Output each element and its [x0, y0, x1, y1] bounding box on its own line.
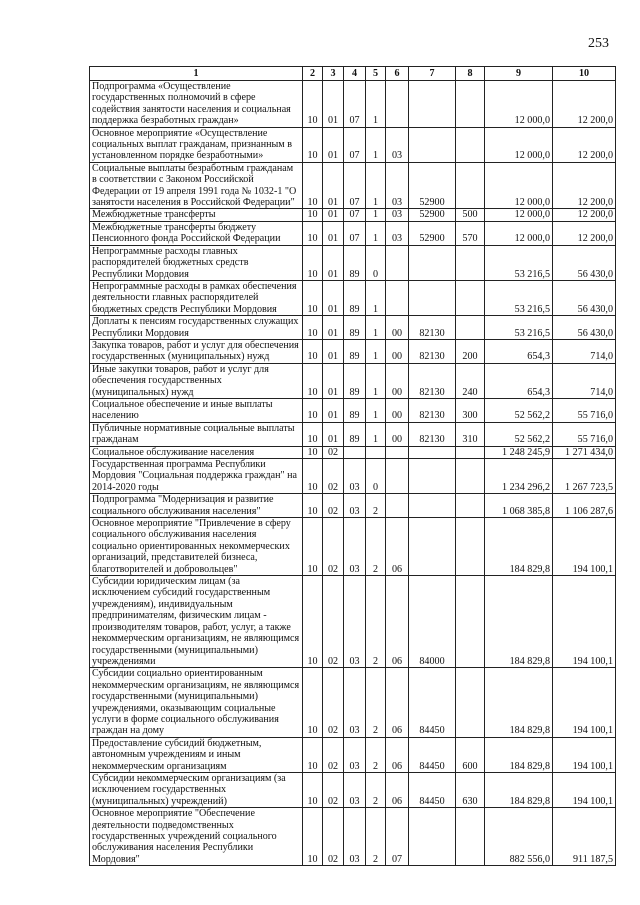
- table-row: [90, 422, 616, 446]
- col-sum-2020: 55 716,0: [553, 398, 616, 422]
- col-program: 03: [344, 737, 366, 772]
- col-direction: [409, 494, 456, 518]
- col-vid-rashodov: 500: [456, 209, 485, 221]
- col-subprogram: 1: [366, 127, 386, 162]
- header-cell: 6: [386, 67, 409, 81]
- table-row: [90, 737, 616, 772]
- col-vid-rashodov: [456, 81, 485, 128]
- col-direction: 82130: [409, 422, 456, 446]
- header-cell: 3: [323, 67, 344, 81]
- col-vid-rashodov: [456, 127, 485, 162]
- col-vid-rashodov: [456, 280, 485, 315]
- header-cell: 2: [303, 67, 323, 81]
- col-razdel: 10: [303, 339, 323, 363]
- col-podrazdel: 01: [323, 81, 344, 128]
- col-sum-2020: 12 200,0: [553, 221, 616, 245]
- table-row: [90, 162, 616, 209]
- col-subprogram: 1: [366, 316, 386, 340]
- row-name: Иные закупки товаров, работ и услуг для обеспечения государственных (муниципальных) нужд: [90, 363, 303, 398]
- col-sum-2019: 1 068 385,8: [485, 494, 553, 518]
- col-vid-rashodov: 310: [456, 422, 485, 446]
- col-direction: 82130: [409, 339, 456, 363]
- col-subprogram: 1: [366, 162, 386, 209]
- col-sum-2019: 53 216,5: [485, 245, 553, 280]
- col-sum-2020: 194 100,1: [553, 772, 616, 807]
- row-name: Предоставление субсидий бюджетным, автономным учреждениям и иным некоммерческим организациям: [90, 737, 303, 772]
- col-sum-2020: 55 716,0: [553, 422, 616, 446]
- table-row: [90, 339, 616, 363]
- col-razdel: 10: [303, 494, 323, 518]
- col-sum-2019: 654,3: [485, 363, 553, 398]
- col-program: [344, 446, 366, 458]
- col-vid-rashodov: [456, 668, 485, 737]
- table-row: [90, 459, 616, 494]
- col-sum-2019: 12 000,0: [485, 221, 553, 245]
- col-sum-2020: 194 100,1: [553, 518, 616, 576]
- col-subprogram: 2: [366, 576, 386, 668]
- col-event: [386, 459, 409, 494]
- col-direction: 52900: [409, 162, 456, 209]
- col-program: 89: [344, 398, 366, 422]
- col-sum-2019: 12 000,0: [485, 81, 553, 128]
- col-podrazdel: 01: [323, 127, 344, 162]
- col-event: 00: [386, 398, 409, 422]
- row-name: Публичные нормативные социальные выплаты гражданам: [90, 422, 303, 446]
- col-subprogram: 2: [366, 772, 386, 807]
- table-row: [90, 494, 616, 518]
- col-sum-2019: 53 216,5: [485, 316, 553, 340]
- row-name: Непрограммные расходы в рамках обеспечения деятельности главных распорядителей бюджетных средств Республики Мордовия: [90, 280, 303, 315]
- col-podrazdel: 01: [323, 316, 344, 340]
- table-row: [90, 518, 616, 576]
- col-sum-2019: 654,3: [485, 339, 553, 363]
- col-sum-2020: 12 200,0: [553, 81, 616, 128]
- col-vid-rashodov: [456, 446, 485, 458]
- col-event: 03: [386, 209, 409, 221]
- col-direction: [409, 446, 456, 458]
- col-program: 07: [344, 162, 366, 209]
- col-podrazdel: 02: [323, 446, 344, 458]
- col-event: 06: [386, 668, 409, 737]
- col-razdel: 10: [303, 280, 323, 315]
- col-event: 00: [386, 422, 409, 446]
- col-program: 07: [344, 81, 366, 128]
- col-vid-rashodov: 300: [456, 398, 485, 422]
- row-name: Социальные выплаты безработным гражданам в соответствии с Законом Российской Федерации от 19 апреля 1991 года № 1032-1 "О занятости населения в Российской Федерации": [90, 162, 303, 209]
- col-subprogram: 1: [366, 339, 386, 363]
- col-podrazdel: 01: [323, 221, 344, 245]
- col-vid-rashodov: [456, 162, 485, 209]
- row-name: Социальное обеспечение и иные выплаты населению: [90, 398, 303, 422]
- col-event: [386, 280, 409, 315]
- col-vid-rashodov: 570: [456, 221, 485, 245]
- col-direction: 84450: [409, 772, 456, 807]
- row-name: Доплаты к пенсиям государственных служащих Республики Мордовия: [90, 316, 303, 340]
- col-podrazdel: 02: [323, 518, 344, 576]
- col-subprogram: 0: [366, 459, 386, 494]
- col-razdel: 10: [303, 316, 323, 340]
- col-direction: 52900: [409, 209, 456, 221]
- row-name: Субсидии юридическим лицам (за исключением субсидий государственным учреждениям), индивидуальным предпринимателям, физическим лицам - производителям товаров, работ, услуг, а также некоммерческим организациям, не являющимся государственными (муниципальными) учреждениями: [90, 576, 303, 668]
- col-razdel: 10: [303, 446, 323, 458]
- col-sum-2020: 12 200,0: [553, 127, 616, 162]
- col-sum-2019: 184 829,8: [485, 668, 553, 737]
- col-razdel: 10: [303, 81, 323, 128]
- col-sum-2020: 714,0: [553, 363, 616, 398]
- col-direction: 82130: [409, 316, 456, 340]
- table-row: [90, 772, 616, 807]
- col-subprogram: 2: [366, 668, 386, 737]
- page-number: 253: [588, 36, 609, 51]
- col-vid-rashodov: [456, 459, 485, 494]
- row-name: Основное мероприятие "Обеспечение деятельности подведомственных государственных учреждений социального обслуживания населения Республики Мордовия": [90, 808, 303, 866]
- col-event: 03: [386, 221, 409, 245]
- col-vid-rashodov: [456, 576, 485, 668]
- table-row: [90, 209, 616, 221]
- col-event: 06: [386, 737, 409, 772]
- header-cell: 8: [456, 67, 485, 81]
- col-podrazdel: 01: [323, 280, 344, 315]
- col-program: 89: [344, 339, 366, 363]
- table-row: [90, 127, 616, 162]
- col-razdel: 10: [303, 422, 323, 446]
- col-podrazdel: 02: [323, 772, 344, 807]
- col-podrazdel: 02: [323, 737, 344, 772]
- table-row: [90, 245, 616, 280]
- col-vid-rashodov: [456, 808, 485, 866]
- col-razdel: 10: [303, 772, 323, 807]
- col-vid-rashodov: [456, 245, 485, 280]
- col-subprogram: 1: [366, 398, 386, 422]
- col-event: 03: [386, 162, 409, 209]
- col-direction: [409, 808, 456, 866]
- col-vid-rashodov: 200: [456, 339, 485, 363]
- table-row: [90, 221, 616, 245]
- col-sum-2019: 184 829,8: [485, 518, 553, 576]
- col-direction: 82130: [409, 363, 456, 398]
- col-vid-rashodov: [456, 316, 485, 340]
- col-razdel: 10: [303, 518, 323, 576]
- col-vid-rashodov: [456, 518, 485, 576]
- col-event: 00: [386, 316, 409, 340]
- col-subprogram: 0: [366, 245, 386, 280]
- col-event: [386, 494, 409, 518]
- col-sum-2020: 194 100,1: [553, 737, 616, 772]
- col-sum-2019: 12 000,0: [485, 127, 553, 162]
- row-name: Закупка товаров, работ и услуг для обеспечения государственных (муниципальных) нужд: [90, 339, 303, 363]
- header-cell: 10: [553, 67, 616, 81]
- table-row: [90, 576, 616, 668]
- col-podrazdel: 01: [323, 398, 344, 422]
- col-event: 06: [386, 772, 409, 807]
- col-sum-2019: 882 556,0: [485, 808, 553, 866]
- col-program: 03: [344, 494, 366, 518]
- row-name: Социальное обслуживание населения: [90, 446, 303, 458]
- col-razdel: 10: [303, 245, 323, 280]
- col-vid-rashodov: 600: [456, 737, 485, 772]
- col-event: [386, 446, 409, 458]
- col-program: 03: [344, 772, 366, 807]
- col-direction: [409, 518, 456, 576]
- col-sum-2019: 1 234 296,2: [485, 459, 553, 494]
- col-vid-rashodov: 630: [456, 772, 485, 807]
- row-name: Подпрограмма «Осуществление государственных полномочий в сфере содействия занятости населения и социальная поддержка безработных граждан»: [90, 81, 303, 128]
- col-sum-2020: 194 100,1: [553, 576, 616, 668]
- col-sum-2020: 56 430,0: [553, 245, 616, 280]
- header-cell: 9: [485, 67, 553, 81]
- header-cell: 4: [344, 67, 366, 81]
- row-name: Субсидии социально ориентированным некоммерческим организациям, не являющимся государственными (муниципальными) учреждениями, оказывающим социальные услуги в форме социального обслуживания граждан на дому: [90, 668, 303, 737]
- table-row: [90, 280, 616, 315]
- col-razdel: 10: [303, 576, 323, 668]
- table-row: [90, 398, 616, 422]
- col-direction: 82130: [409, 398, 456, 422]
- col-podrazdel: 02: [323, 668, 344, 737]
- col-podrazdel: 01: [323, 162, 344, 209]
- col-podrazdel: 01: [323, 422, 344, 446]
- row-name: Государственная программа Республики Мордовия "Социальная поддержка граждан" на 2014-2020 годы: [90, 459, 303, 494]
- col-subprogram: 2: [366, 808, 386, 866]
- col-event: 07: [386, 808, 409, 866]
- col-razdel: 10: [303, 808, 323, 866]
- col-sum-2020: 1 267 723,5: [553, 459, 616, 494]
- row-name: Основное мероприятие «Осуществление социальных выплат гражданам, признанным в установленном порядке безработными»: [90, 127, 303, 162]
- col-program: 89: [344, 363, 366, 398]
- col-sum-2019: 1 248 245,9: [485, 446, 553, 458]
- col-program: 89: [344, 280, 366, 315]
- col-razdel: 10: [303, 221, 323, 245]
- table-row: [90, 316, 616, 340]
- col-program: 03: [344, 808, 366, 866]
- table-row: [90, 363, 616, 398]
- col-sum-2019: 12 000,0: [485, 209, 553, 221]
- col-sum-2020: 1 106 287,6: [553, 494, 616, 518]
- col-event: 06: [386, 576, 409, 668]
- col-podrazdel: 01: [323, 209, 344, 221]
- col-subprogram: 2: [366, 494, 386, 518]
- col-razdel: 10: [303, 209, 323, 221]
- col-direction: [409, 245, 456, 280]
- col-podrazdel: 01: [323, 339, 344, 363]
- header-row: [90, 67, 616, 81]
- col-sum-2020: 56 430,0: [553, 316, 616, 340]
- col-sum-2020: 56 430,0: [553, 280, 616, 315]
- col-subprogram: 2: [366, 737, 386, 772]
- col-direction: [409, 81, 456, 128]
- col-program: 03: [344, 576, 366, 668]
- col-event: 00: [386, 363, 409, 398]
- col-sum-2019: 52 562,2: [485, 422, 553, 446]
- budget-table: [89, 66, 616, 866]
- col-podrazdel: 02: [323, 808, 344, 866]
- col-podrazdel: 01: [323, 245, 344, 280]
- col-event: [386, 81, 409, 128]
- table-row: [90, 808, 616, 866]
- col-subprogram: 1: [366, 221, 386, 245]
- col-program: 07: [344, 221, 366, 245]
- col-subprogram: 1: [366, 81, 386, 128]
- col-sum-2019: 52 562,2: [485, 398, 553, 422]
- col-program: 03: [344, 518, 366, 576]
- col-razdel: 10: [303, 668, 323, 737]
- col-program: 89: [344, 245, 366, 280]
- col-razdel: 10: [303, 162, 323, 209]
- col-event: [386, 245, 409, 280]
- table-row: [90, 446, 616, 458]
- col-sum-2019: 12 000,0: [485, 162, 553, 209]
- col-event: 06: [386, 518, 409, 576]
- header-cell: 5: [366, 67, 386, 81]
- col-podrazdel: 02: [323, 459, 344, 494]
- col-sum-2020: 194 100,1: [553, 668, 616, 737]
- row-name: Межбюджетные трансферты бюджету Пенсионного фонда Российской Федерации: [90, 221, 303, 245]
- col-podrazdel: 02: [323, 494, 344, 518]
- col-program: 07: [344, 209, 366, 221]
- col-direction: 84450: [409, 668, 456, 737]
- col-sum-2020: 911 187,5: [553, 808, 616, 866]
- col-subprogram: 2: [366, 518, 386, 576]
- col-event: 00: [386, 339, 409, 363]
- col-subprogram: 1: [366, 363, 386, 398]
- col-sum-2019: 184 829,8: [485, 737, 553, 772]
- header-cell: 1: [90, 67, 303, 81]
- col-vid-rashodov: [456, 494, 485, 518]
- col-razdel: 10: [303, 398, 323, 422]
- col-razdel: 10: [303, 127, 323, 162]
- col-vid-rashodov: 240: [456, 363, 485, 398]
- col-program: 89: [344, 316, 366, 340]
- col-podrazdel: 01: [323, 363, 344, 398]
- col-direction: [409, 280, 456, 315]
- col-direction: [409, 127, 456, 162]
- col-sum-2020: 12 200,0: [553, 162, 616, 209]
- col-razdel: 10: [303, 737, 323, 772]
- col-program: 89: [344, 422, 366, 446]
- table-row: [90, 81, 616, 128]
- col-event: 03: [386, 127, 409, 162]
- col-sum-2019: 184 829,8: [485, 576, 553, 668]
- col-subprogram: 1: [366, 209, 386, 221]
- table-row: [90, 668, 616, 737]
- header-cell: 7: [409, 67, 456, 81]
- col-sum-2019: 53 216,5: [485, 280, 553, 315]
- row-name: Основное мероприятие "Привлечение в сферу социального обслуживания населения социально ориентированных некоммерческих организаций, представителей бизнеса, благотворителей и добровольцев": [90, 518, 303, 576]
- row-name: Межбюджетные трансферты: [90, 209, 303, 221]
- col-program: 07: [344, 127, 366, 162]
- col-subprogram: 1: [366, 280, 386, 315]
- col-program: 03: [344, 459, 366, 494]
- col-direction: 84450: [409, 737, 456, 772]
- col-razdel: 10: [303, 363, 323, 398]
- col-sum-2019: 184 829,8: [485, 772, 553, 807]
- row-name: Субсидии некоммерческим организациям (за исключением государственных (муниципальных) учреждений): [90, 772, 303, 807]
- col-subprogram: [366, 446, 386, 458]
- col-sum-2020: 1 271 434,0: [553, 446, 616, 458]
- col-sum-2020: 12 200,0: [553, 209, 616, 221]
- row-name: Непрограммные расходы главных распорядителей бюджетных средств Республики Мордовия: [90, 245, 303, 280]
- col-direction: [409, 459, 456, 494]
- col-podrazdel: 02: [323, 576, 344, 668]
- col-direction: 84000: [409, 576, 456, 668]
- col-subprogram: 1: [366, 422, 386, 446]
- col-sum-2020: 714,0: [553, 339, 616, 363]
- col-razdel: 10: [303, 459, 323, 494]
- col-program: 03: [344, 668, 366, 737]
- col-direction: 52900: [409, 221, 456, 245]
- row-name: Подпрограмма "Модернизация и развитие социального обслуживания населения": [90, 494, 303, 518]
